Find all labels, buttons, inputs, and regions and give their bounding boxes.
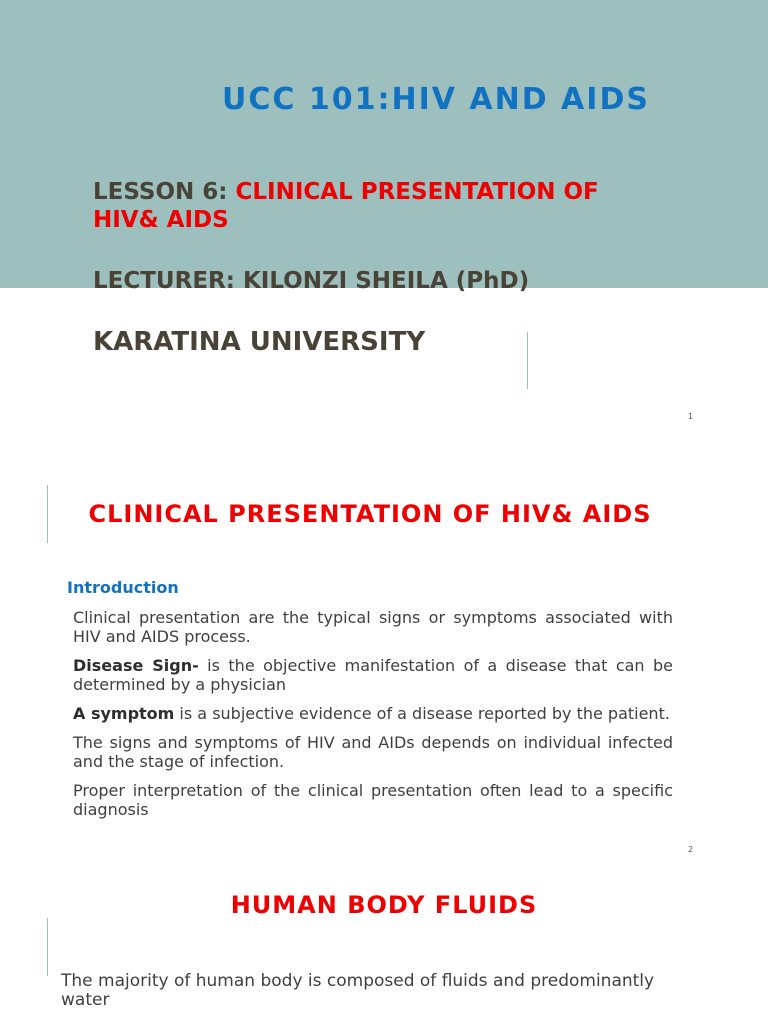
- page-number-2: 2: [688, 845, 694, 854]
- paragraph-body-fluids: The majority of human body is composed of fluids and predominantly water: [61, 971, 655, 1010]
- lesson-title: CLINICAL PRESENTATION OF HIV& AIDS: [93, 179, 599, 233]
- title-slide-band: [0, 0, 768, 288]
- lesson-prefix: LESSON 6:: [93, 179, 236, 205]
- slide3-divider: [47, 918, 48, 976]
- slide2-title: CLINICAL PRESENTATION OF HIV& AIDS: [88, 500, 652, 528]
- paragraph-interpretation: Proper interpretation of the clinical presentation often lead to a specific diagnosis: [73, 781, 673, 819]
- definition-disease-sign: is the objective manifestation of a disease that can be determined by a physician: [73, 656, 674, 694]
- definition-symptom: is a subjective evidence of a disease reported by the patient.: [174, 704, 670, 723]
- lesson-heading: [93, 178, 653, 234]
- term-disease-sign: Disease Sign-: [73, 656, 199, 675]
- course-title: UCC 101:HIV AND AIDS: [222, 82, 650, 117]
- lecturer-name: LECTURER: KILONZI SHEILA (PhD): [93, 268, 530, 294]
- slide1-divider: [527, 332, 528, 389]
- intro-heading: Introduction: [67, 578, 179, 597]
- paragraph-symptom: [73, 704, 673, 723]
- page-number-1: 1: [688, 412, 694, 421]
- slide3-title: HUMAN BODY FLUIDS: [230, 891, 538, 919]
- paragraph-disease-sign: [73, 656, 673, 694]
- paragraph-signs-and-symptoms: The signs and symptoms of HIV and AIDs depends on individual infected and the stage of infection.: [73, 733, 673, 771]
- paragraph-clinical-presentation: Clinical presentation are the typical signs or symptoms associated with HIV and AIDS process.: [73, 608, 673, 646]
- slide2-body: [73, 608, 673, 829]
- term-symptom: A symptom: [73, 704, 175, 723]
- university-name: KARATINA UNIVERSITY: [93, 327, 426, 357]
